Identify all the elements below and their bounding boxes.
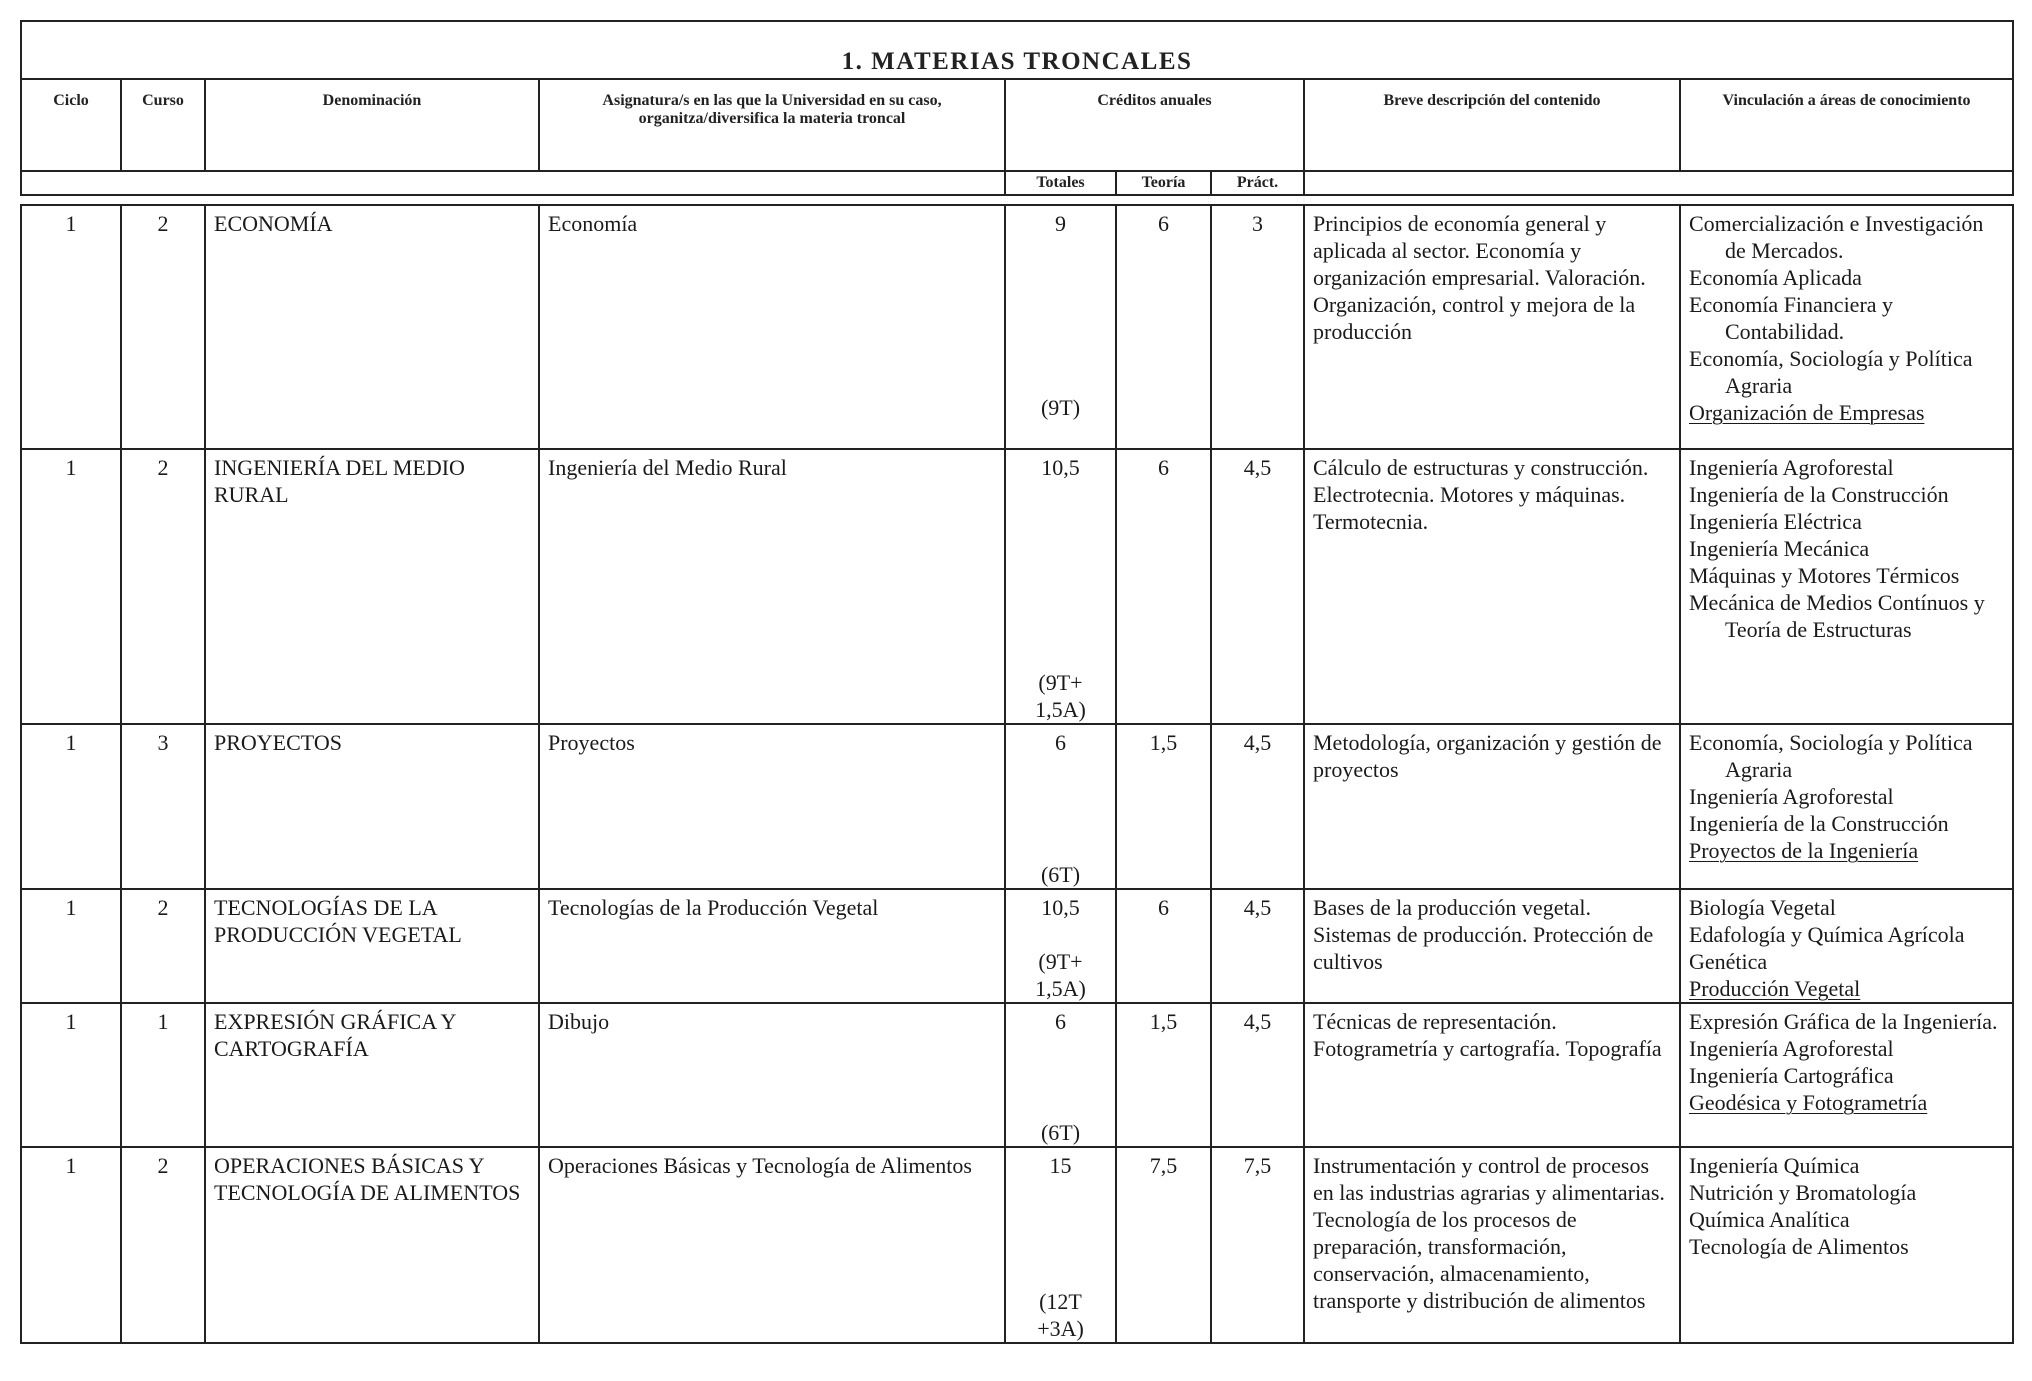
cell-teoria: 1,5 (1116, 1003, 1211, 1147)
cell-curso: 1 (121, 1003, 205, 1147)
cell-pract: 3 (1211, 205, 1304, 449)
area-item: Economía, Sociología y Política Agraria (1689, 346, 1973, 398)
totales-value: 9 (1055, 211, 1066, 236)
table-row (21, 1147, 2013, 1343)
area-item: Nutrición y Bromatología (1689, 1180, 1917, 1205)
cell-descripcion: Bases de la producción vegetal. Sistemas de producción. Protección de cultivos (1304, 889, 1680, 1003)
totales-note: (9T+ 1,5A) (1035, 670, 1086, 722)
totales-note: (6T) (1040, 862, 1081, 887)
header-vinculacion: Vinculación a áreas de conocimiento (1680, 79, 2013, 171)
header-descripcion: Breve descripción del contenido (1304, 79, 1680, 171)
header-pract: Práct. (1211, 171, 1304, 195)
area-item: Organización de Empresas (1689, 400, 1925, 425)
totales-value: 6 (1055, 1009, 1066, 1034)
area-item: Máquinas y Motores Térmicos (1689, 563, 1960, 588)
page-title: 1. MATERIAS TRONCALES (21, 21, 2013, 79)
area-item: Ingeniería Agroforestal (1689, 784, 1894, 809)
cell-totales (1005, 889, 1116, 1003)
cell-asignatura: Economía (539, 205, 1005, 449)
header-blank-right (1304, 171, 2013, 195)
cell-pract: 4,5 (1211, 449, 1304, 724)
area-item: Ingeniería Eléctrica (1689, 509, 1862, 534)
cell-descripcion: Instrumentación y control de procesos en las industrias agrarias y alimentarias. Tecnología de los procesos de preparación, transformación, conservación, almacenamiento, transporte y distribución de alimentos (1304, 1147, 1680, 1343)
cell-pract: 4,5 (1211, 1003, 1304, 1147)
area-item: Química Analítica (1689, 1207, 1850, 1232)
table-row (21, 1003, 2013, 1147)
cell-areas (1680, 889, 2013, 1003)
area-item: Genética (1689, 949, 1768, 974)
area-item: Ingeniería Mecánica (1689, 536, 1870, 561)
cell-teoria: 7,5 (1116, 1147, 1211, 1343)
area-item: Economía Financiera y Contabilidad. (1689, 292, 1894, 344)
cell-ciclo: 1 (21, 1003, 121, 1147)
header-ciclo: Ciclo (21, 79, 121, 171)
cell-pract: 4,5 (1211, 889, 1304, 1003)
area-item: Producción Vegetal (1689, 976, 1861, 1001)
cell-descripcion: Metodología, organización y gestión de proyectos (1304, 724, 1680, 889)
cell-denominacion: ECONOMÍA (205, 205, 539, 449)
cell-asignatura: Proyectos (539, 724, 1005, 889)
cell-ciclo: 1 (21, 205, 121, 449)
area-item: Edafología y Química Agrícola (1689, 922, 1965, 947)
totales-note: (9T+ 1,5A) (1035, 949, 1086, 1001)
header-blank-left (21, 171, 1005, 195)
header-asignatura: Asignatura/s en las que la Universidad en su caso, organitza/diversifica la materia troncal (539, 79, 1005, 171)
table-row (21, 205, 2013, 449)
cell-asignatura: Operaciones Básicas y Tecnología de Alimentos (539, 1147, 1005, 1343)
cell-asignatura: Dibujo (539, 1003, 1005, 1147)
cell-areas (1680, 724, 2013, 889)
cell-teoria: 6 (1116, 205, 1211, 449)
area-item: Tecnología de Alimentos (1689, 1234, 1909, 1259)
cell-denominacion: OPERACIONES BÁSICAS Y TECNOLOGÍA DE ALIMENTOS (205, 1147, 539, 1343)
cell-curso: 2 (121, 449, 205, 724)
cell-totales (1005, 449, 1116, 724)
cell-pract: 4,5 (1211, 724, 1304, 889)
area-item: Ingeniería Química (1689, 1153, 1860, 1178)
area-item: Biología Vegetal (1689, 895, 1836, 920)
area-item: Ingeniería de la Construcción (1689, 482, 1949, 507)
cell-curso: 2 (121, 1147, 205, 1343)
area-item: Ingeniería Agroforestal (1689, 455, 1894, 480)
cell-descripcion: Principios de economía general y aplicada al sector. Economía y organización empresarial. Valoración. Organización, control y mejora de la producción (1304, 205, 1680, 449)
cell-totales (1005, 1003, 1116, 1147)
totales-note: (6T) (1040, 1120, 1081, 1145)
header-curso: Curso (121, 79, 205, 171)
area-item: Geodésica y Fotogrametría (1689, 1090, 1928, 1115)
cell-areas (1680, 449, 2013, 724)
header-denominacion: Denominación (205, 79, 539, 171)
cell-teoria: 6 (1116, 449, 1211, 724)
cell-curso: 2 (121, 889, 205, 1003)
cell-pract: 7,5 (1211, 1147, 1304, 1343)
area-item: Ingeniería de la Construcción (1689, 811, 1949, 836)
cell-denominacion: PROYECTOS (205, 724, 539, 889)
area-item: Expresión Gráfica de la Ingeniería. (1689, 1009, 1998, 1034)
cell-denominacion: INGENIERÍA DEL MEDIO RURAL (205, 449, 539, 724)
table-row (21, 889, 2013, 1003)
cell-asignatura: Tecnologías de la Producción Vegetal (539, 889, 1005, 1003)
table-row (21, 449, 2013, 724)
area-item: Economía, Sociología y Política Agraria (1689, 730, 1973, 782)
cell-ciclo: 1 (21, 889, 121, 1003)
area-item: Proyectos de la Ingeniería (1689, 838, 1919, 863)
cell-areas (1680, 1003, 2013, 1147)
cell-ciclo: 1 (21, 1147, 121, 1343)
area-item: Comercialización e Investigación de Mercados. (1689, 211, 1984, 263)
cell-areas (1680, 205, 2013, 449)
cell-teoria: 1,5 (1116, 724, 1211, 889)
totales-value: 10,5 (1041, 895, 1080, 920)
cell-totales (1005, 205, 1116, 449)
cell-denominacion: EXPRESIÓN GRÁFICA Y CARTOGRAFÍA (205, 1003, 539, 1147)
cell-curso: 2 (121, 205, 205, 449)
totales-note: (12T +3A) (1037, 1289, 1084, 1341)
area-item: Mecánica de Medios Contínuos y Teoría de Estructuras (1689, 590, 1985, 642)
header-totales: Totales (1005, 171, 1116, 195)
totales-note: (9T) (1040, 395, 1081, 420)
cell-totales (1005, 724, 1116, 889)
area-item: Ingeniería Cartográfica (1689, 1063, 1894, 1088)
materias-table (20, 204, 2014, 1344)
header-teoria: Teoría (1116, 171, 1211, 195)
table-row (21, 724, 2013, 889)
cell-descripcion: Cálculo de estructuras y construcción. Electrotecnia. Motores y máquinas. Termotecnia. (1304, 449, 1680, 724)
cell-ciclo: 1 (21, 449, 121, 724)
area-item: Economía Aplicada (1689, 265, 1862, 290)
cell-teoria: 6 (1116, 889, 1211, 1003)
cell-ciclo: 1 (21, 724, 121, 889)
cell-asignatura: Ingeniería del Medio Rural (539, 449, 1005, 724)
area-item: Ingeniería Agroforestal (1689, 1036, 1894, 1061)
cell-areas (1680, 1147, 2013, 1343)
cell-denominacion: TECNOLOGÍAS DE LA PRODUCCIÓN VEGETAL (205, 889, 539, 1003)
header-creditos: Créditos anuales (1005, 79, 1304, 171)
totales-value: 6 (1055, 730, 1066, 755)
cell-descripcion: Técnicas de representación. Fotogrametría y cartografía. Topografía (1304, 1003, 1680, 1147)
cell-curso: 3 (121, 724, 205, 889)
totales-value: 15 (1049, 1153, 1072, 1178)
header-table (20, 20, 2014, 196)
totales-value: 10,5 (1041, 455, 1080, 480)
cell-totales (1005, 1147, 1116, 1343)
